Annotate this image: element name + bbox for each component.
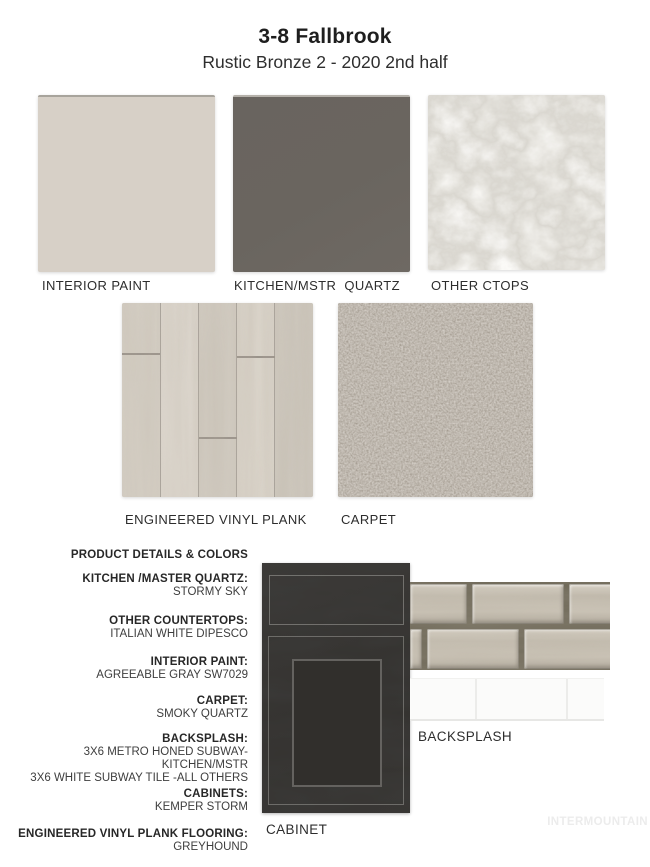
vinyl-plank-swatch xyxy=(122,303,313,497)
other-countertops-swatch xyxy=(428,95,605,270)
page-subtitle: Rustic Bronze 2 - 2020 2nd half xyxy=(202,52,448,72)
detail-value: 3X6 METRO HONED SUBWAY- KITCHEN/MSTR xyxy=(83,746,255,771)
detail-group-kitchen-quartz xyxy=(8,573,248,599)
detail-value: GREYHOUND xyxy=(173,841,248,853)
interior-paint-swatch xyxy=(38,95,215,272)
tile-grain-texture xyxy=(410,582,610,670)
interior-paint-label: INTERIOR PAINT xyxy=(42,278,151,293)
details-heading-group xyxy=(8,549,248,562)
details-heading: PRODUCT DETAILS & COLORS xyxy=(70,549,248,561)
detail-label: CARPET: xyxy=(196,695,248,707)
detail-label: BACKSPLASH: xyxy=(162,733,248,745)
metro-honed-subway-tile-swatch xyxy=(410,582,610,670)
cabinet-door-panel xyxy=(292,659,382,787)
cabinet-swatch xyxy=(262,563,410,813)
detail-value: STORMY SKY xyxy=(173,586,248,598)
intermountain-watermark: INTERMOUNTAIN xyxy=(547,816,648,828)
detail-group-interior-paint xyxy=(8,656,248,682)
detail-group-carpet xyxy=(8,695,248,721)
carpet-swatch xyxy=(338,303,533,497)
vinyl-plank-label: ENGINEERED VINYL PLANK xyxy=(125,512,307,527)
detail-group-vinyl-flooring xyxy=(8,828,248,854)
cabinet-drawer-panel xyxy=(269,575,404,625)
detail-value: ITALIAN WHITE DIPESCO xyxy=(110,628,248,640)
tile-grout-line xyxy=(475,679,477,719)
tile-grout-line xyxy=(566,679,568,719)
detail-group-cabinets xyxy=(8,788,248,814)
wood-grain-texture xyxy=(122,303,313,497)
detail-label: KITCHEN /MASTER QUARTZ: xyxy=(82,573,248,585)
detail-label: CABINETS: xyxy=(183,788,248,800)
page-title: 3-8 Fallbrook xyxy=(258,25,392,48)
carpet-label: CARPET xyxy=(341,512,397,527)
granite-texture xyxy=(428,95,605,270)
detail-label: ENGINEERED VINYL PLANK FLOORING: xyxy=(18,828,248,840)
detail-value: SMOKY QUARTZ xyxy=(156,708,248,720)
backsplash-label: BACKSPLASH xyxy=(418,729,513,744)
white-subway-tile-swatch xyxy=(410,678,604,721)
detail-label: INTERIOR PAINT: xyxy=(150,656,248,668)
cabinet-door-frame xyxy=(268,636,404,805)
carpet-texture xyxy=(338,303,533,497)
kitchen-quartz-swatch xyxy=(233,95,410,272)
other-ctops-label: OTHER CTOPS xyxy=(431,278,530,293)
detail-value: KEMPER STORM xyxy=(154,801,248,813)
detail-value: 3X6 WHITE SUBWAY TILE -ALL OTHERS xyxy=(30,772,248,784)
cabinet-label: CABINET xyxy=(266,822,328,837)
detail-group-backsplash xyxy=(8,733,255,785)
detail-group-other-countertops xyxy=(8,615,248,641)
detail-value: AGREEABLE GRAY SW7029 xyxy=(96,669,248,681)
detail-label: OTHER COUNTERTOPS: xyxy=(109,615,248,627)
kitchen-quartz-label: KITCHEN/MSTR QUARTZ xyxy=(234,278,400,293)
